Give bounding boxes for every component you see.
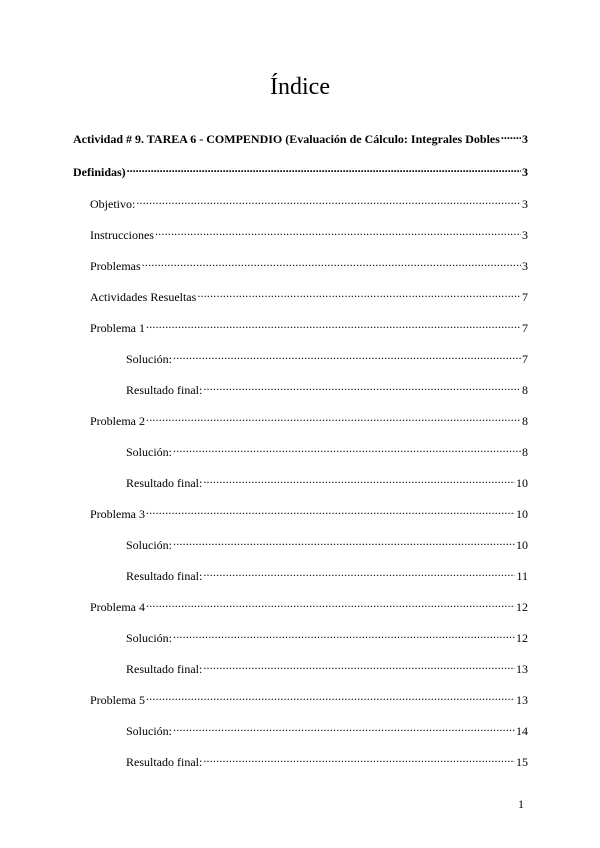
toc-dot-leader <box>203 378 521 394</box>
toc-dot-leader <box>146 595 515 611</box>
toc-dot-leader <box>173 626 515 642</box>
toc-dot-leader <box>136 192 521 208</box>
toc-entry-problema-4[interactable] <box>90 595 528 615</box>
toc-entry-page: 7 <box>522 290 528 304</box>
toc-entry-page: 14 <box>516 724 528 738</box>
toc-entry-label: Solución: <box>126 445 173 459</box>
toc-entry-heading-line2[interactable] <box>73 160 528 180</box>
toc-entry-objetivo[interactable] <box>90 192 528 212</box>
toc-dot-leader <box>203 471 515 487</box>
toc-dot-leader <box>203 657 515 673</box>
toc-dot-leader <box>146 502 515 518</box>
toc-entry-problema-1[interactable] <box>90 316 528 336</box>
toc-entry-page: 7 <box>522 352 528 366</box>
toc-entry-label: Resultado final: <box>126 383 203 397</box>
toc-entry-heading-line1[interactable] <box>73 127 528 147</box>
page-number: 1 <box>518 797 524 811</box>
toc-entry-label: Resultado final: <box>126 476 203 490</box>
toc-entry-label: Objetivo: <box>90 197 136 211</box>
toc-entry-problema-5-solucion[interactable] <box>126 719 528 739</box>
toc-entry-label: Actividad # 9. TAREA 6 - COMPENDIO (Evaluación de Cálculo: Integrales Dobles <box>73 132 500 146</box>
toc-entry-page: 15 <box>516 755 528 769</box>
toc-entry-problema-3-solucion[interactable] <box>126 533 528 553</box>
toc-entry-label: Problema 1 <box>90 321 145 335</box>
toc-entry-page: 10 <box>516 538 528 552</box>
toc-entry-label: Instrucciones <box>90 228 154 242</box>
toc-entry-page: 13 <box>516 662 528 676</box>
toc-entry-actividades-resueltas[interactable] <box>90 285 528 305</box>
toc-entry-page: 3 <box>522 228 528 242</box>
toc-entry-page: 8 <box>522 445 528 459</box>
toc-entry-problema-5-resultado[interactable] <box>126 750 528 770</box>
toc-entry-page: 12 <box>516 631 528 645</box>
toc-entry-page: 10 <box>516 476 528 490</box>
toc-entry-label: Resultado final: <box>126 662 203 676</box>
toc-dot-leader <box>203 564 515 580</box>
toc-entry-page: 13 <box>516 693 528 707</box>
toc-entry-label: Resultado final: <box>126 569 203 583</box>
toc-dot-leader <box>146 688 515 704</box>
toc-entry-problema-5[interactable] <box>90 688 528 708</box>
toc-entry-label: Solución: <box>126 538 173 552</box>
toc-entry-label: Actividades Resueltas <box>90 290 197 304</box>
toc-entry-label: Problema 3 <box>90 507 145 521</box>
toc-entry-problema-2-solucion[interactable] <box>126 440 528 460</box>
toc-entry-problema-4-resultado[interactable] <box>126 657 528 677</box>
toc-dot-leader <box>146 316 521 332</box>
toc-dot-leader <box>155 223 521 239</box>
toc-entry-instrucciones[interactable] <box>90 223 528 243</box>
toc-dot-leader <box>173 719 515 735</box>
toc-entry-label: Definidas) <box>73 165 126 179</box>
toc-entry-label: Problemas <box>90 259 141 273</box>
toc-entry-label: Problema 2 <box>90 414 145 428</box>
toc-dot-leader <box>173 533 515 549</box>
toc-entry-label: Problema 5 <box>90 693 145 707</box>
toc-dot-leader <box>173 347 521 363</box>
toc-entry-page: 12 <box>516 600 528 614</box>
toc-entry-problema-1-solucion[interactable] <box>126 347 528 367</box>
toc-entry-label: Problema 4 <box>90 600 145 614</box>
toc-entry-page: 3 <box>522 197 528 211</box>
toc-entry-problema-2-resultado[interactable] <box>126 471 528 491</box>
toc-entry-problema-2[interactable] <box>90 409 528 429</box>
toc-dot-leader <box>203 750 515 766</box>
toc-entry-page: 7 <box>522 321 528 335</box>
toc-dot-leader <box>173 440 521 456</box>
toc-entry-problema-4-solucion[interactable] <box>126 626 528 646</box>
toc-dot-leader <box>501 127 521 143</box>
toc-entry-page: 8 <box>522 383 528 397</box>
toc-dot-leader <box>142 254 521 270</box>
page-title: Índice <box>270 74 330 100</box>
toc-entry-label: Resultado final: <box>126 755 203 769</box>
toc-entry-problema-3-resultado[interactable] <box>126 564 528 584</box>
toc-entry-problema-1-resultado[interactable] <box>126 378 528 398</box>
toc-entry-page: 3 <box>522 165 528 179</box>
toc-dot-leader <box>197 285 521 301</box>
toc-entry-page: 11 <box>516 569 528 583</box>
toc-entry-label: Solución: <box>126 724 173 738</box>
toc-entry-label: Solución: <box>126 631 173 645</box>
toc-entry-page: 3 <box>522 259 528 273</box>
toc-entry-label: Solución: <box>126 352 173 366</box>
toc-dot-leader <box>146 409 521 425</box>
toc-entry-page: 10 <box>516 507 528 521</box>
toc-entry-problema-3[interactable] <box>90 502 528 522</box>
toc-entry-page: 8 <box>522 414 528 428</box>
toc-entry-page: 3 <box>522 132 528 146</box>
toc-entry-problemas[interactable] <box>90 254 528 274</box>
toc-dot-leader <box>127 160 521 176</box>
